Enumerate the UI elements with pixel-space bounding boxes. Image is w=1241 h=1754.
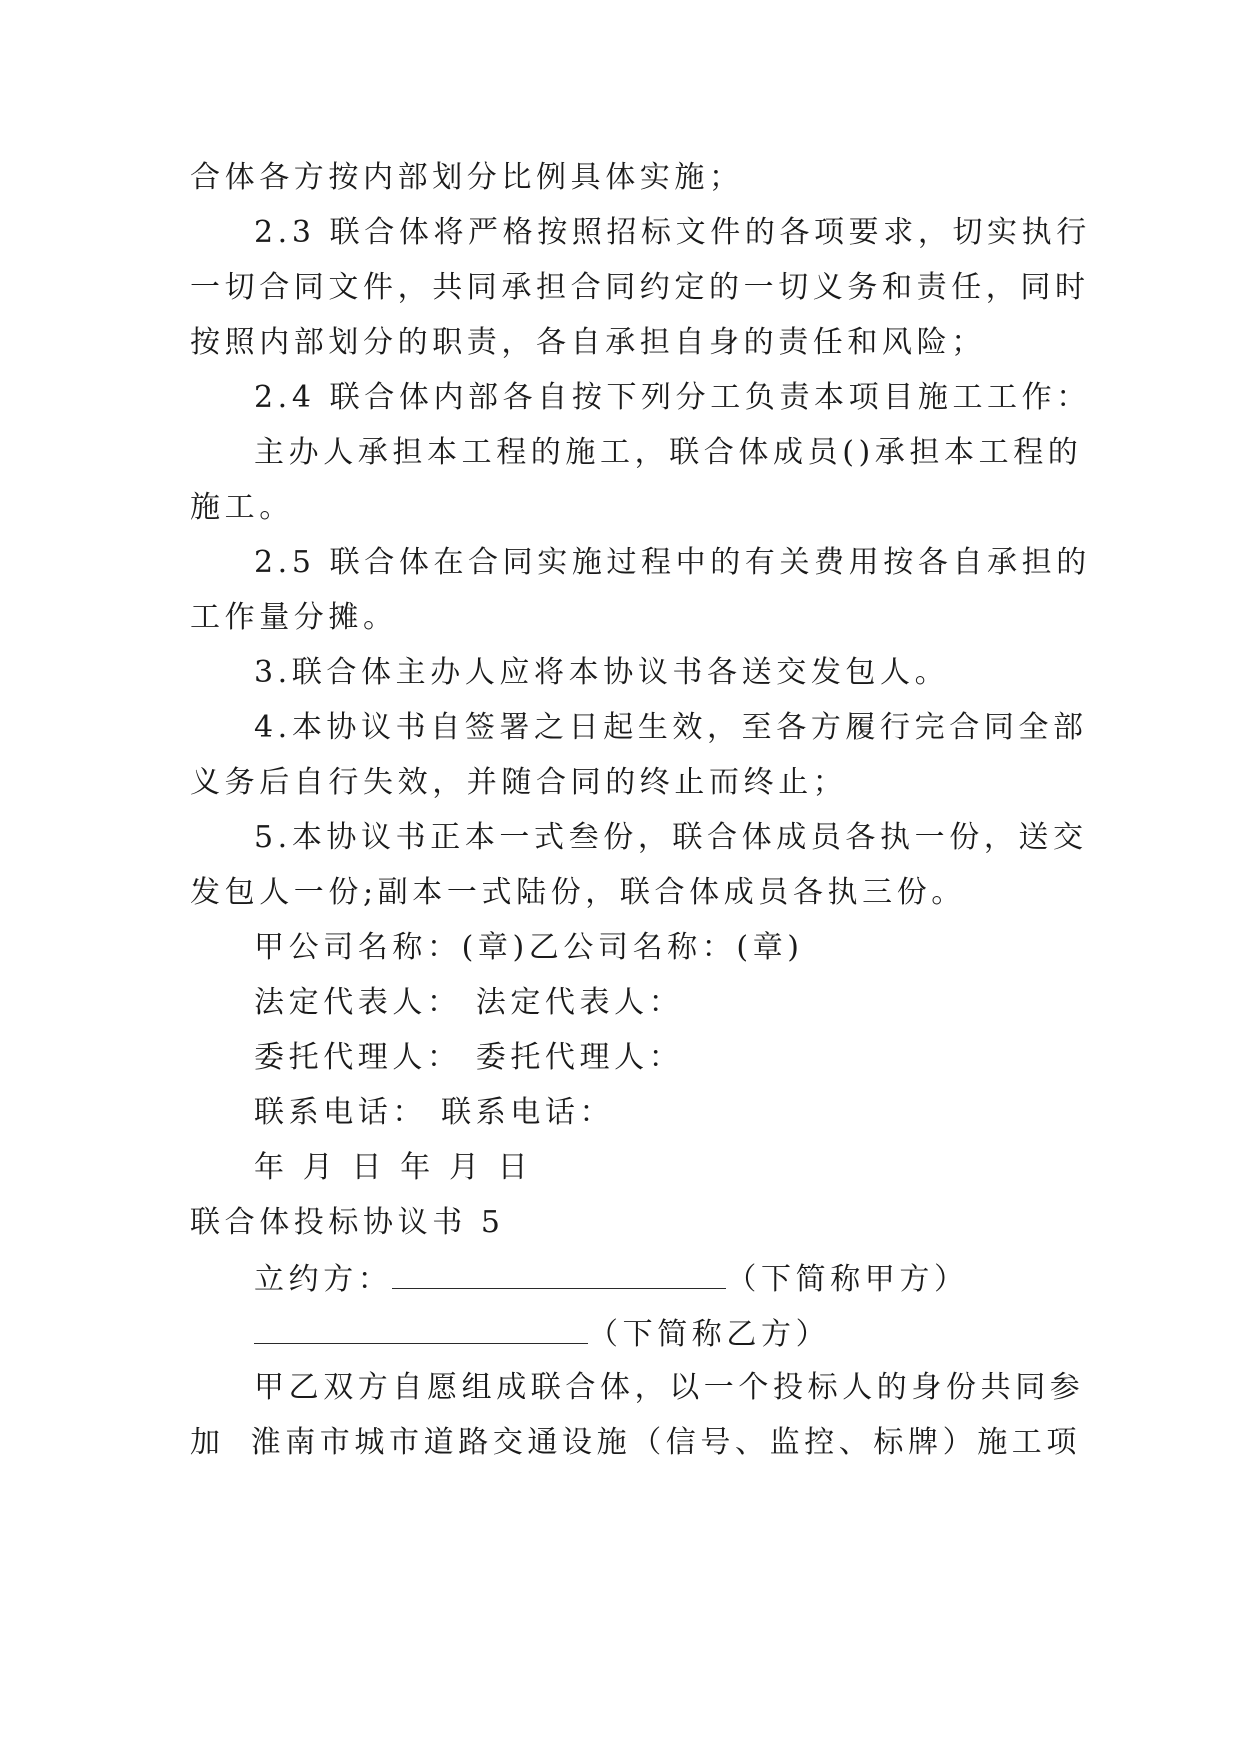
- signature-company-names: 甲公司名称：(章)乙公司名称：(章): [254, 930, 804, 965]
- paragraph-line: 工作量分摊。: [190, 600, 398, 635]
- paragraph-line: 发包人一份;副本一式陆份，联合体成员各执三份。: [190, 875, 966, 910]
- closing-prefix: 加: [190, 1425, 225, 1460]
- paragraph-line: 按照内部划分的职责，各自承担自身的责任和风险；: [190, 325, 986, 360]
- party-b-suffix: （下简称乙方）: [588, 1317, 831, 1352]
- party-a-label: 立约方：: [254, 1262, 393, 1297]
- paragraph-line: 一切合同文件，共同承担合同约定的一切义务和责任，同时: [190, 270, 1090, 305]
- paragraph-line: 义务后自行失效，并随合同的终止而终止；: [190, 765, 848, 800]
- party-a-line: [254, 1258, 1114, 1298]
- paragraph-line: 4.本协议书自签署之日起生效，至各方履行完合同全部: [254, 710, 1088, 745]
- paragraph-line: 5.本协议书正本一式叁份，联合体成员各执一份，送交: [254, 820, 1088, 855]
- party-a-blank: [392, 1258, 726, 1289]
- paragraph-line: 甲乙双方自愿组成联合体，以一个投标人的身份共同参: [254, 1370, 1085, 1405]
- signature-date: 年 月 日 年 月 日: [254, 1150, 533, 1185]
- paragraph-line: 2.3 联合体将严格按照招标文件的各项要求，切实执行: [254, 215, 1091, 250]
- paragraph-line: 合体各方按内部划分比例具体实施；: [190, 160, 744, 195]
- signature-legal-representative: 法定代表人： 法定代表人：: [254, 985, 684, 1020]
- closing-text: 淮南市城市道路交通设施（信号、监控、标牌）施工项: [250, 1425, 1082, 1460]
- paragraph-line: 主办人承担本工程的施工，联合体成员()承担本工程的: [254, 435, 1083, 470]
- signature-phone: 联系电话： 联系电话：: [254, 1095, 615, 1130]
- paragraph-line: 3.联合体主办人应将本协议书各送交发包人。: [254, 655, 950, 690]
- section-heading: 联合体投标协议书 5: [190, 1205, 505, 1240]
- party-a-suffix: （下简称甲方）: [726, 1262, 969, 1297]
- paragraph-line: 2.5 联合体在合同实施过程中的有关费用按各自承担的: [254, 545, 1091, 580]
- party-b-blank: [254, 1313, 588, 1344]
- paragraph-line: 2.4 联合体内部各自按下列分工负责本项目施工工作：: [254, 380, 1091, 415]
- signature-authorized-agent: 委托代理人： 委托代理人：: [254, 1040, 684, 1075]
- closing-line: [190, 1423, 1082, 1463]
- paragraph-line: 施工。: [190, 490, 294, 525]
- party-b-line: [254, 1313, 1114, 1353]
